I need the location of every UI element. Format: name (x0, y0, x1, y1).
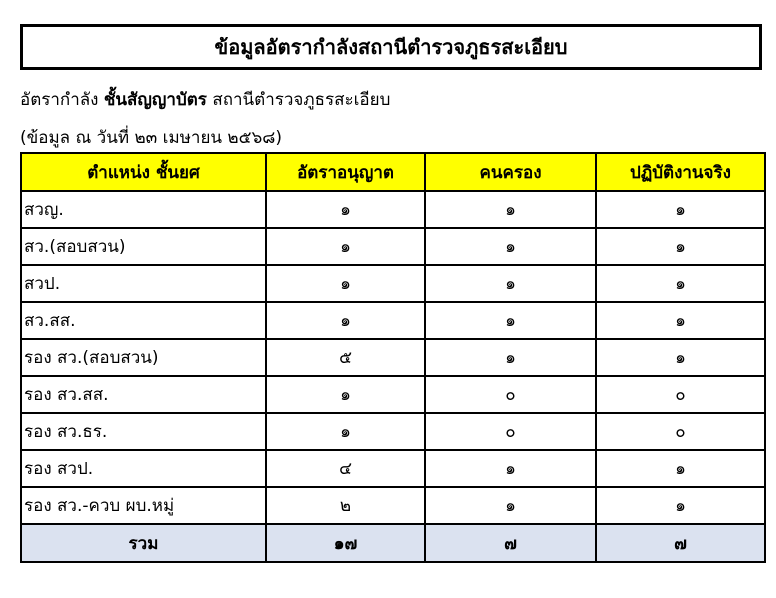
cell-authorized: ๑ (266, 302, 425, 339)
cell-authorized: ๑ (266, 413, 425, 450)
cell-authorized: ๔ (266, 450, 425, 487)
cell-actual: ๑ (596, 228, 765, 265)
subtitle (20, 86, 390, 113)
cell-occupied: ๑ (425, 265, 596, 302)
total-actual: ๗ (596, 524, 765, 562)
page-title-text: ข้อมูลอัตรากำลังสถานีตำรวจภูธรสะเอียบ (214, 35, 568, 59)
table-row (21, 228, 765, 265)
cell-authorized: ๑ (266, 228, 425, 265)
cell-occupied: ๑ (425, 339, 596, 376)
cell-position: รอง สว.-ควบ ผบ.หมู่ (21, 487, 266, 524)
cell-actual: ๑ (596, 302, 765, 339)
cell-actual: ๑ (596, 191, 765, 228)
subtitle-prefix: อัตรากำลัง (20, 90, 99, 110)
cell-actual: ๐ (596, 376, 765, 413)
header-authorized: อัตราอนุญาต (266, 153, 425, 191)
table-row (21, 265, 765, 302)
cell-occupied: ๑ (425, 302, 596, 339)
table-row (21, 413, 765, 450)
cell-position: สวป. (21, 265, 266, 302)
staffing-table (20, 152, 766, 563)
cell-position: รอง สว.ธร. (21, 413, 266, 450)
cell-position: รอง สวป. (21, 450, 266, 487)
cell-actual: ๑ (596, 450, 765, 487)
cell-occupied: ๑ (425, 487, 596, 524)
total-label: รวม (21, 524, 266, 562)
cell-position: สว.สส. (21, 302, 266, 339)
header-position: ตำแหน่ง ชั้นยศ (21, 153, 266, 191)
subtitle-bold: ชั้นสัญญาบัตร (103, 90, 207, 110)
table-row (21, 450, 765, 487)
cell-occupied: ๑ (425, 450, 596, 487)
table-row (21, 487, 765, 524)
cell-authorized: ๒ (266, 487, 425, 524)
header-occupied: คนครอง (425, 153, 596, 191)
table-row (21, 376, 765, 413)
cell-actual: ๐ (596, 413, 765, 450)
cell-authorized: ๕ (266, 339, 425, 376)
cell-actual: ๑ (596, 339, 765, 376)
header-actual: ปฏิบัติงานจริง (596, 153, 765, 191)
cell-occupied: ๐ (425, 413, 596, 450)
cell-authorized: ๑ (266, 376, 425, 413)
total-authorized: ๑๗ (266, 524, 425, 562)
cell-occupied: ๐ (425, 376, 596, 413)
table-row (21, 191, 765, 228)
cell-authorized: ๑ (266, 191, 425, 228)
total-occupied: ๗ (425, 524, 596, 562)
cell-position: สวญ. (21, 191, 266, 228)
table-header-row (21, 153, 765, 191)
cell-position: รอง สว.สส. (21, 376, 266, 413)
total-row (21, 524, 765, 562)
page-title (20, 24, 762, 70)
cell-position: สว.(สอบสวน) (21, 228, 266, 265)
subtitle-suffix: สถานีตำรวจภูธรสะเอียบ (212, 90, 391, 110)
cell-occupied: ๑ (425, 228, 596, 265)
cell-actual: ๑ (596, 265, 765, 302)
table-row (21, 302, 765, 339)
cell-actual: ๑ (596, 487, 765, 524)
cell-occupied: ๑ (425, 191, 596, 228)
data-date: (ข้อมูล ณ วันที่ ๒๓ เมษายน ๒๕๖๘) (20, 128, 283, 148)
cell-position: รอง สว.(สอบสวน) (21, 339, 266, 376)
table-row (21, 339, 765, 376)
cell-authorized: ๑ (266, 265, 425, 302)
